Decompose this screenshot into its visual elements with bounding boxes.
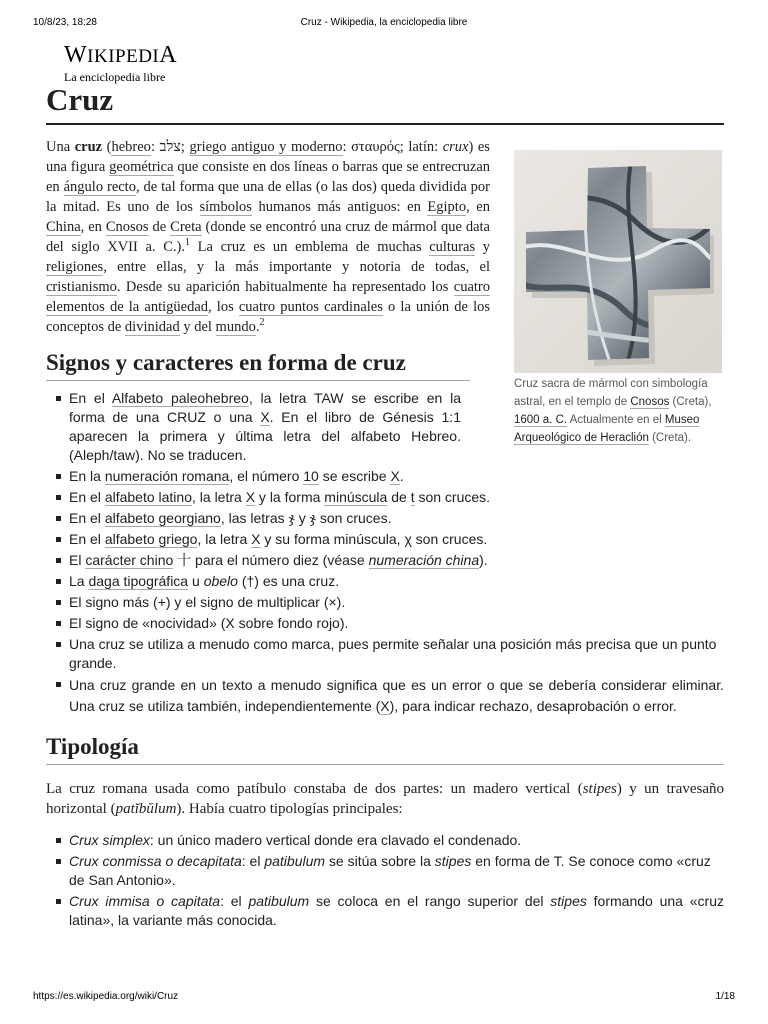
reference-1[interactable]: 1 [184, 237, 190, 249]
print-title: Cruz - Wikipedia, la enciclopedia libre [300, 17, 468, 28]
tipologia-list [46, 831, 724, 930]
link-numeracion-china[interactable]: numeración china [368, 552, 480, 568]
infobox-caption: Cruz sacra de mármol con simbología astral, en el templo de Cnosos (Creta), 1600 a. C. Actualmente en el Museo Arqueológico de Heraclión (Creta). [514, 378, 712, 444]
link-mundo[interactable]: mundo [215, 319, 256, 335]
link-religiones[interactable]: religiones [46, 259, 104, 275]
marble-cross-image[interactable] [514, 150, 722, 373]
caption-link-museo[interactable]: Museo Arqueológico de Heraclión [514, 414, 700, 444]
intro-paragraph: Una cruz (hebreo: צלב; griego antiguo y moderno: σταυρός; latín: crux) es una figura geométrica que consiste en dos líneas o barras que se entrecruzan en ángulo recto, de tal forma que una de ellas (o las dos) queda dividida por la mitad. Es uno de los símbolos humanos más antiguos: en Egipto, en China, en Cnosos de Creta (donde se encontró una cruz de mármol que data del siglo XVII a. C.).$^1$ La cruz es un emblema de muchas culturas y religiones, entre ellas, y la más importante y notoria de todas, el cristianismo. Desde su aparición habitualmente ha representado los cuatro elementos de la antigüedad, los cuatro puntos cardinales o la unión de los conceptos de divinidad y del mundo.$^2$ [46, 139, 491, 335]
link-china[interactable]: China [46, 219, 81, 235]
print-date: 10/8/23, 18:28 [33, 17, 97, 28]
link-hebreo[interactable]: hebreo [111, 139, 151, 155]
list-item: El signo de «nocividad» (X sobre fondo rojo). [69, 614, 724, 633]
link-10[interactable]: 10 [303, 468, 319, 484]
caption-link-1600[interactable]: 1600 a. C. [514, 414, 568, 426]
list-item: En el Alfabeto paleohebreo, la letra TAW se escribe en la forma de una CRUZ o una X. En el libro de Génesis 1:1 aparecen la primera y última letra del alfabeto Hebreo. (Aleph/taw). No se traducen. [69, 390, 461, 463]
list-item: El carácter chino 十 para el número diez (véase numeración china). [69, 551, 724, 570]
link-egipto[interactable]: Egipto [427, 199, 467, 215]
link-caracter-chino[interactable]: carácter chino [85, 552, 174, 568]
logo-tagline: La enciclopedia libre [64, 70, 166, 84]
link-x[interactable]: X [390, 468, 400, 484]
section-heading-tipologia: Tipología [46, 733, 724, 765]
list-item: La daga tipográfica u obelo (†) es una cruz. [69, 572, 724, 591]
link-t[interactable]: t [410, 489, 415, 505]
page-title: Cruz [46, 80, 724, 125]
list-item: Crux immisa o capitata: el patibulum se coloca en el rango superior del stipes formando una «cruz latina», la variante más conocida. [69, 893, 724, 928]
link-alfabeto-latino[interactable]: alfabeto latino [104, 489, 192, 505]
list-item: El signo más (+) y el signo de multiplicar (×). [69, 593, 724, 612]
list-item: Crux conmissa o decapitata: el patibulum se sitúa sobre la stipes en forma de T. Se conoce como «cruz de San Antonio». [69, 852, 724, 890]
link-minuscula[interactable]: minúscula [324, 489, 388, 505]
link-simbolos[interactable]: símbolos [199, 199, 252, 215]
wikipedia-logo[interactable] [64, 42, 177, 84]
link-x[interactable]: X [380, 698, 390, 714]
list-item: En el alfabeto georgiano, las letras ჯ y ჯ son cruces. [69, 509, 724, 528]
caption-link-cnosos[interactable]: Cnosos [630, 396, 670, 408]
link-alfabeto-georgiano[interactable]: alfabeto georgiano [104, 510, 221, 526]
tipologia-paragraph: La cruz romana usada como patíbulo constaba de dos partes: un madero vertical (stipes) y un travesaño horizontal (patĭbŭlum). Había cuatro tipologías principales: [46, 781, 724, 817]
link-cuatro-elementos[interactable]: cuatro elementos de la antigüedad [46, 279, 490, 315]
link-daga-tipografica[interactable]: daga tipográfica [88, 573, 189, 589]
link-griego[interactable]: griego antiguo y moderno [189, 139, 343, 155]
link-creta[interactable]: Creta [170, 219, 202, 235]
link-cristianismo[interactable]: cristianismo [46, 279, 117, 295]
link-x[interactable]: X [245, 489, 256, 505]
list-item: Una cruz grande en un texto a menudo significa que es un error o que se debería considerar eliminar. Una cruz se utiliza también, independientemente (X), para indicar rechazo, desaprobación o error. [69, 675, 724, 717]
list-item: En la numeración romana, el número 10 se escribe X. [69, 467, 724, 486]
list-item: Crux simplex: un único madero vertical donde era clavado el condenado. [69, 831, 724, 850]
link-geometrica[interactable]: geométrica [109, 159, 174, 175]
article-content [46, 80, 724, 932]
link-x[interactable]: X [251, 531, 261, 547]
link-angulo-recto[interactable]: ángulo recto [63, 179, 136, 195]
list-item: En el alfabeto griego, la letra X y su forma minúscula, χ son cruces. [69, 530, 724, 549]
link-x[interactable]: X [260, 409, 270, 425]
print-page-number: 1/18 [715, 991, 735, 1002]
link-divinidad[interactable]: divinidad [124, 319, 180, 335]
link-culturas[interactable]: culturas [429, 239, 476, 255]
print-url: https://es.wikipedia.org/wiki/Cruz [33, 991, 179, 1002]
marble-cross-illustration [514, 150, 722, 373]
link-puntos-cardinales[interactable]: cuatro puntos cardinales [238, 299, 383, 315]
list-item: Una cruz se utiliza a menudo como marca, pues permite señalar una posición más precisa que un punto grande. [69, 635, 724, 673]
link-alfabeto-griego[interactable]: alfabeto griego [104, 531, 198, 547]
infobox [514, 150, 722, 447]
logo-wordmark: WIKIPEDIA [64, 42, 178, 68]
link-numeracion-romana[interactable]: numeración romana [104, 468, 230, 484]
print-footer [0, 991, 768, 1005]
link-paleohebreo[interactable]: Alfabeto paleohebreo [111, 390, 249, 406]
link-cnosos[interactable]: Cnosos [105, 219, 149, 235]
list-item: En el alfabeto latino, la letra X y la forma minúscula de t son cruces. [69, 488, 724, 507]
reference-2[interactable]: 2 [259, 317, 265, 329]
section-heading-signos: Signos y caracteres en forma de cruz [46, 349, 470, 381]
print-header [0, 17, 768, 31]
